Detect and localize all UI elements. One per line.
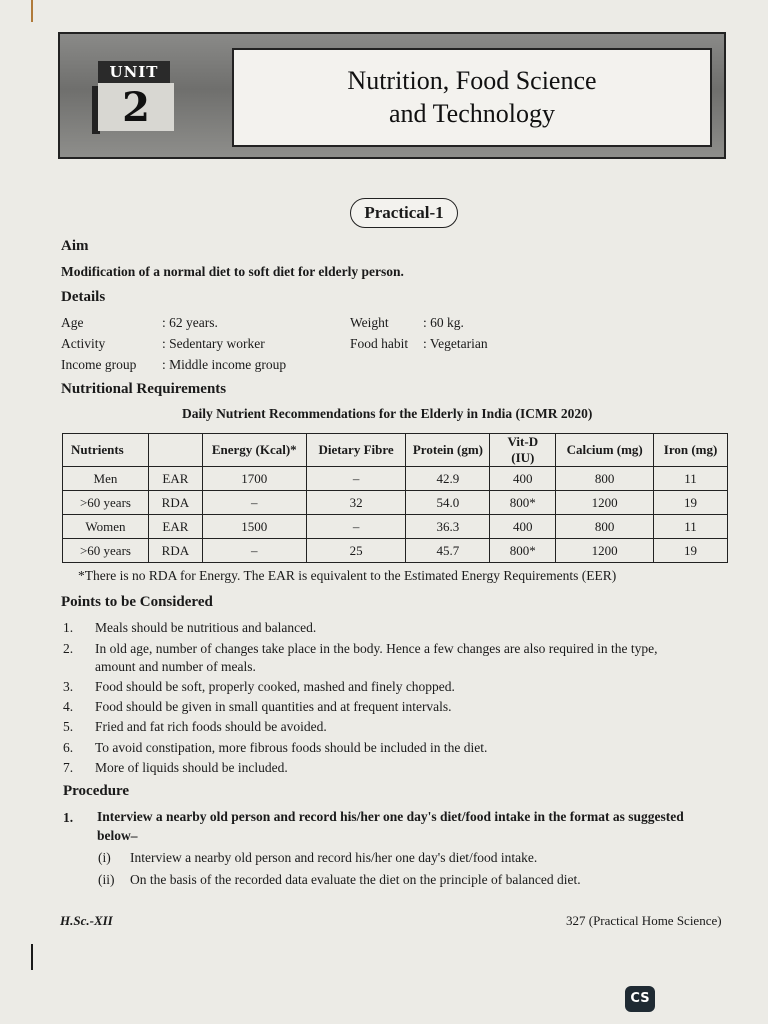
table-cell: 800	[556, 467, 654, 491]
weight-label: Weight	[350, 315, 389, 330]
weight-value: : 60 kg.	[423, 315, 464, 330]
table-cell: 42.9	[406, 467, 490, 491]
table-cell: 54.0	[406, 491, 490, 515]
list-number: 1.	[63, 620, 74, 635]
table-cell: 1200	[556, 539, 654, 563]
table-cell: 19	[654, 491, 728, 515]
table-cell: 36.3	[406, 515, 490, 539]
table-cell: 1700	[202, 467, 306, 491]
practical-label: Practical-1	[350, 198, 458, 228]
unit-title	[234, 64, 710, 130]
list-number: 4.	[63, 699, 74, 714]
table-cell: >60 years	[63, 491, 149, 515]
table-cell: –	[202, 539, 306, 563]
list-item-continued: amount and number of meals.	[95, 659, 256, 674]
nutritional-heading: Nutritional Requirements	[61, 381, 227, 397]
table-cell: –	[306, 515, 406, 539]
column-header: Vit-D (IU)	[490, 434, 556, 467]
list-number: 3.	[63, 679, 74, 694]
unit-banner	[58, 32, 726, 159]
table-cell: 800*	[490, 539, 556, 563]
table-footnote: *There is no RDA for Energy. The EAR is equivalent to the Estimated Energy Requirements (EER)	[78, 568, 617, 583]
table-cell: 19	[654, 539, 728, 563]
age-value: : 62 years.	[162, 315, 218, 330]
nutrient-table	[62, 433, 728, 563]
list-item: In old age, number of changes take place in the body. Hence a few changes are also required in the type,	[95, 641, 658, 656]
table-row	[63, 491, 728, 515]
margin-mark	[31, 0, 33, 22]
procedure-step: Interview a nearby old person and record his/her one day's diet/food intake in the format as suggested	[97, 809, 684, 824]
table-cell: 800	[556, 515, 654, 539]
list-number: 7.	[63, 760, 74, 775]
scanner-logo: CS	[625, 986, 655, 1012]
aim-heading: Aim	[61, 238, 89, 254]
procedure-heading: Procedure	[63, 783, 130, 799]
column-header: Protein (gm)	[406, 434, 490, 467]
table-cell: 400	[490, 467, 556, 491]
table-title: Daily Nutrient Recommendations for the Elderly in India (ICMR 2020)	[182, 406, 593, 421]
points-heading: Points to be Considered	[61, 594, 213, 610]
unit-title-box	[232, 48, 712, 147]
column-header: Iron (mg)	[654, 434, 728, 467]
list-number: 1.	[63, 810, 74, 825]
column-header: Calcium (mg)	[556, 434, 654, 467]
table-cell: Women	[63, 515, 149, 539]
income-value: : Middle income group	[162, 357, 287, 372]
age-label: Age	[61, 315, 84, 330]
column-header: Energy (Kcal)*	[202, 434, 306, 467]
activity-label: Activity	[61, 336, 106, 351]
list-number: 5.	[63, 719, 74, 734]
details-heading: Details	[61, 289, 106, 305]
sub-item-number: (ii)	[98, 872, 115, 887]
column-header: Nutrients	[63, 434, 149, 467]
column-header: Dietary Fibre	[306, 434, 406, 467]
table-cell: 11	[654, 467, 728, 491]
activity-value: : Sedentary worker	[162, 336, 265, 351]
table-cell: 800*	[490, 491, 556, 515]
list-item: Fried and fat rich foods should be avoided.	[95, 719, 327, 734]
food-habit-value: : Vegetarian	[423, 336, 488, 351]
list-item: Food should be given in small quantities and at frequent intervals.	[95, 699, 452, 714]
table-row	[63, 539, 728, 563]
footer-page-number: 327 (Practical Home Science)	[566, 913, 722, 928]
unit-label: UNIT	[98, 61, 170, 83]
table-cell: >60 years	[63, 539, 149, 563]
footer-class-label: H.Sc.-XII	[60, 913, 113, 928]
table-cell: 11	[654, 515, 728, 539]
list-number: 2.	[63, 641, 74, 656]
margin-mark	[31, 944, 33, 970]
table-cell: EAR	[148, 515, 202, 539]
table-row	[63, 515, 728, 539]
aim-text: Modification of a normal diet to soft diet for elderly person.	[61, 264, 404, 279]
table-header-row	[63, 434, 728, 467]
unit-title-line2: and Technology	[389, 99, 555, 128]
unit-number: 2	[98, 83, 174, 131]
table-cell: –	[202, 491, 306, 515]
list-number: 6.	[63, 740, 74, 755]
table-cell: 32	[306, 491, 406, 515]
table-row	[63, 467, 728, 491]
table-cell: 25	[306, 539, 406, 563]
table-cell: 1500	[202, 515, 306, 539]
sub-item: On the basis of the recorded data evaluate the diet on the principle of balanced diet.	[130, 872, 581, 887]
column-header	[148, 434, 202, 467]
procedure-step-continued: below–	[97, 828, 138, 843]
table-cell: RDA	[148, 491, 202, 515]
table-cell: 45.7	[406, 539, 490, 563]
list-item: To avoid constipation, more fibrous foods should be included in the diet.	[95, 740, 488, 755]
table-cell: EAR	[148, 467, 202, 491]
table-cell: –	[306, 467, 406, 491]
income-label: Income group	[61, 357, 137, 372]
list-item: More of liquids should be included.	[95, 760, 288, 775]
list-item: Meals should be nutritious and balanced.	[95, 620, 317, 635]
unit-title-line1: Nutrition, Food Science	[347, 66, 597, 95]
list-item: Food should be soft, properly cooked, mashed and finely chopped.	[95, 679, 455, 694]
food-habit-label: Food habit	[350, 336, 409, 351]
table-cell: RDA	[148, 539, 202, 563]
table-cell: 1200	[556, 491, 654, 515]
table-cell: 400	[490, 515, 556, 539]
sub-item: Interview a nearby old person and record his/her one day's diet/food intake.	[130, 850, 538, 865]
sub-item-number: (i)	[98, 850, 111, 865]
table-cell: Men	[63, 467, 149, 491]
